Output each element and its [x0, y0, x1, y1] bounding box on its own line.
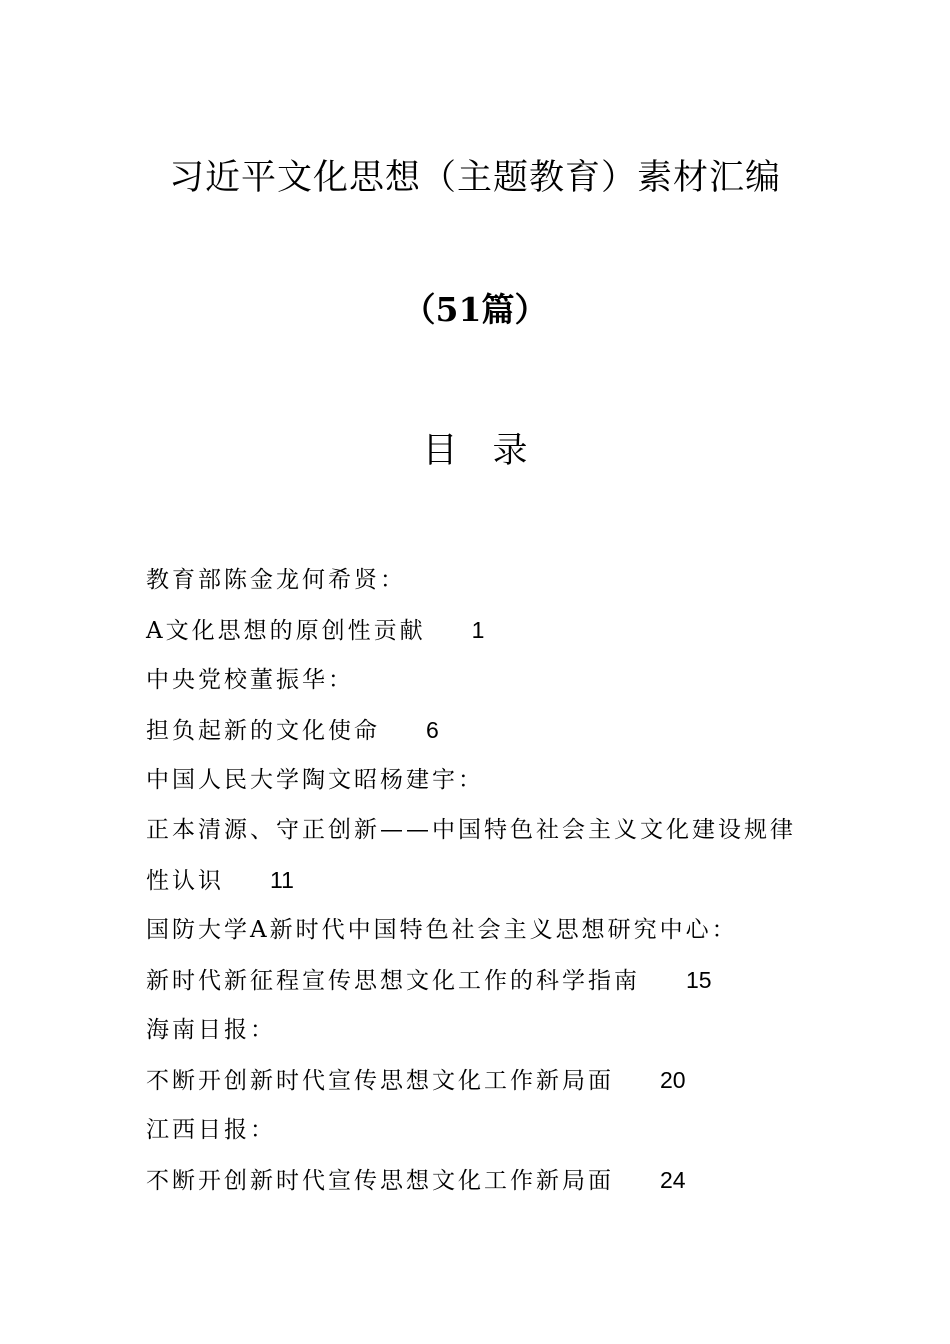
toc-entry[interactable] [146, 705, 826, 755]
toc-entry-continuation[interactable] [146, 855, 826, 905]
document-title: 习近平文化思想（主题教育）素材汇编 [168, 158, 781, 198]
table-of-contents [146, 555, 826, 1205]
toc-entry-title: 新时代新征程宣传思想文化工作的科学指南 [146, 968, 640, 994]
toc-entry-title: 担负起新的文化使命 [146, 718, 380, 744]
toc-author: 国防大学A新时代中国特色社会主义思想研究中心： [146, 917, 738, 943]
toc-page-number: 20 [660, 1067, 686, 1093]
toc-entry-title: 不断开创新时代宣传思想文化工作新局面 [146, 1068, 614, 1094]
toc-entry[interactable] [146, 1155, 826, 1205]
toc-entry[interactable] [146, 805, 826, 855]
toc-entry-title: A文化思想的原创性贡献 [146, 618, 426, 644]
toc-entry-title: 正本清源、守正创新——中国特色社会主义文化建设规律 [146, 817, 796, 843]
toc-page-number: 24 [660, 1167, 686, 1193]
toc-entry[interactable] [146, 1055, 826, 1105]
toc-page-number: 11 [270, 867, 294, 893]
toc-author: 中国人民大学陶文昭杨建宇： [146, 767, 484, 793]
toc-author: 海南日报： [146, 1017, 276, 1043]
toc-author: 教育部陈金龙何希贤： [146, 567, 406, 593]
document-subtitle: （51篇） [402, 290, 548, 329]
toc-page-number: 6 [426, 717, 439, 743]
toc-page-number: 1 [471, 617, 485, 643]
toc-author: 中央党校董振华： [146, 667, 354, 693]
toc-author: 江西日报： [146, 1117, 276, 1143]
toc-entry[interactable] [146, 605, 826, 655]
toc-heading: 目 录 [422, 431, 528, 471]
toc-entry-title: 不断开创新时代宣传思想文化工作新局面 [146, 1168, 614, 1194]
toc-page-number: 15 [686, 967, 712, 993]
toc-entry-title: 性认识 [146, 868, 224, 894]
toc-entry[interactable] [146, 955, 826, 1005]
